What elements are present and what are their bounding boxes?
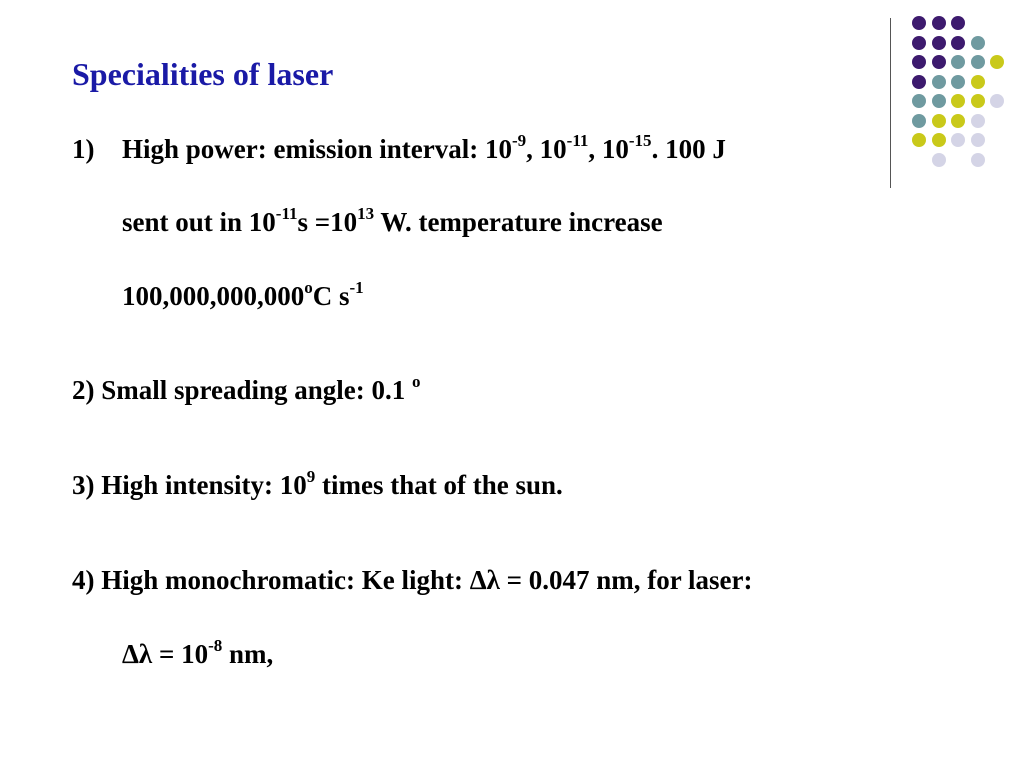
title-divider-line bbox=[890, 18, 891, 188]
item4-line1: 4) High monochromatic: Ke light: Δλ = 0.047 nm, for laser: bbox=[72, 565, 753, 595]
decorative-dot bbox=[971, 153, 985, 167]
decorative-dot bbox=[971, 94, 985, 108]
item1-line2: sent out in $10^{-11}s =10^{13}$ W. temperature increase bbox=[122, 204, 663, 237]
decorative-dot bbox=[912, 94, 926, 108]
decorative-dot bbox=[951, 94, 965, 108]
item1-number: 1) bbox=[72, 134, 95, 164]
slide-title: Specialities of laser bbox=[72, 56, 334, 92]
item2-spreading-angle: 2) Small spreading angle: 0.1 $^o$ bbox=[72, 372, 421, 405]
decorative-dot bbox=[932, 94, 946, 108]
decorative-dot bbox=[971, 55, 985, 69]
item4-line2: $\Delta\lambda = 10^{-8}$ nm, bbox=[122, 636, 274, 669]
decorative-dot bbox=[951, 114, 965, 128]
decorative-dot bbox=[951, 75, 965, 89]
decorative-dot bbox=[912, 114, 926, 128]
decorative-dot bbox=[912, 133, 926, 147]
decorative-dot bbox=[990, 55, 1004, 69]
decorative-dot bbox=[990, 94, 1004, 108]
decorative-dot bbox=[912, 16, 926, 30]
decorative-dot bbox=[912, 36, 926, 50]
decorative-dot bbox=[932, 75, 946, 89]
decorative-dot bbox=[912, 75, 926, 89]
decorative-dot bbox=[951, 36, 965, 50]
decorative-dot bbox=[971, 75, 985, 89]
decorative-dot bbox=[971, 36, 985, 50]
decorative-dot bbox=[932, 114, 946, 128]
decorative-dot bbox=[951, 16, 965, 30]
decorative-dot bbox=[951, 55, 965, 69]
item1-line3: 100,000,000,000$^o$C $s^{-1}$ bbox=[122, 278, 364, 311]
decorative-dot bbox=[932, 153, 946, 167]
decorative-dot bbox=[912, 55, 926, 69]
decorative-dot bbox=[971, 133, 985, 147]
decorative-dot bbox=[932, 16, 946, 30]
decorative-dot-grid bbox=[0, 0, 1024, 200]
decorative-dot bbox=[951, 133, 965, 147]
item3-intensity: 3) High intensity: $10^9$ times that of the sun. bbox=[72, 467, 563, 500]
item1-line1: High power: emission interval: $10^{-9}$, $10^{-11}$, $10^{-15}$. 100 J bbox=[122, 131, 726, 164]
decorative-dot bbox=[971, 114, 985, 128]
decorative-dot bbox=[932, 36, 946, 50]
decorative-dot bbox=[932, 55, 946, 69]
decorative-dot bbox=[932, 133, 946, 147]
